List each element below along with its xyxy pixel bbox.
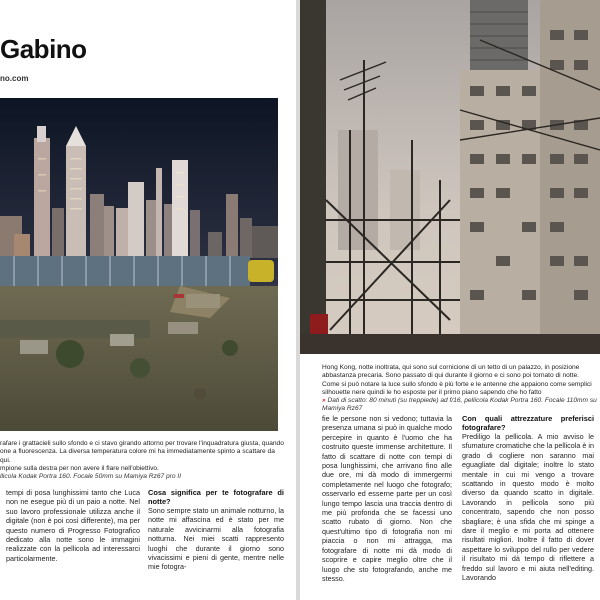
right-photo-caption [322,364,598,414]
right-body-column-2 [462,414,594,583]
left-body-text-1: tempi di posa lunghissimi tanto che Luca non ne esegue più di un paio a notte. Nel suo lavoro professionale utilizza anche il digitale (non è poi così differente), ma per questo numero di Progresso Fotografico dedicato alla notte sono le immagini realizzate con la pellicola ad interessarci particolarmente. [6,488,140,563]
caption-marker-icon: » [322,397,326,405]
left-body-text-2: Sono sempre stato un animale notturno, la notte mi affascina ed è stato per me naturale avvicinarmi alla fotografia notturna. Nei miei scatti rappresento luoghi che durante il giorno sono vivacissimi e pieni di gente, mentre nelle mie fotogra- [148,506,284,572]
question-heading-night: Cosa significa per te fotografare di notte? [148,488,284,506]
article-title: Gabino [0,34,87,64]
question-heading-equipment: Con quali attrezzature preferisci fotografare? [462,414,594,432]
dubai-skyline-photo [0,98,278,431]
right-caption-text: Hong Kong, notte inoltrata, qui sono sul cornicione di un tetto di un palazzo, in posizione abbastanza precaria. Sono passato di qui durante il giorno e ci sono poi tornato di notte. Come si può notare la luce sullo sfondo è più forte e le antenne che appaiono come semplici silhouette nere quindi le ho esposte per il primo piano sapendo che ho fatto [322,364,592,396]
right-body-text-1: fie le persone non si vedono; tuttavia la presenza umana si può in qualche modo percepire in quanto è l'uomo che ha costruito queste immense architetture. Il fatto di scattare di notte con tempi di posa lunghissimi, che arrivano fino alle due ore, mi dà modo di immergermi completamente nel luogo che fotografo; osservarlo ed esserne parte per un così lungo tempo lascia una traccia dentro di me più profonda che se facessi uno scatto rubato di giorno. Non che quest'ultimo tipo di fotografia non mi piaccia o non mi attragga, ma fotografare di notte mi dà modo di scoprire e capire meglio oltre che il luogo che sto fotografando, anche me stesso. [322,414,452,583]
author-website: no.com [0,74,29,83]
left-photo-caption [0,440,286,481]
left-body-column-1 [6,488,140,563]
left-page [0,0,296,600]
right-body-text-2: Prediligo la pellicola. A mio avviso le sfumature cromatiche che la pellicola è in grado di cogliere non saranno mai eguagliate dal digitale; inoltre lo stato mentale in cui mi vengo a trovare scattando in questo modo è molto diverso da quando scatto in digitale. Lavorando in pellicola sono più concentrato, sapendo che non posso sbagliare; è una sfida che mi spinge a dare il meglio e mi porta ad ottenere risultati migliori. Inoltre il fatto di dover aspettare lo sviluppo del rullo per vedere il risultato mi dà tempo di riflettere a freddo sul lavoro e mi aiuta nell'editing. Lavorando [462,432,594,583]
hong-kong-rooftop-photo [300,0,600,354]
right-page [300,0,600,600]
left-caption-tech-data: llicola Kodak Portra 160. Focale 50mm su Mamiya Rz67 pro II [0,473,182,481]
left-body-column-2 [148,488,284,572]
left-caption-line-1: rafare i grattacieli sullo sfondo e ci stavo girando attorno per trovare l'inquadratura giusta, quando [0,440,284,447]
left-caption-line-2: one a fluorescenza. La diversa temperatura colore mi ha immediatamente spinto a scattare da qui. [0,448,275,464]
left-caption-line-3: mpione sulla destra per non avere il flare nell'obiettivo. [0,464,159,472]
right-caption-tech-data: Dati di scatto: 80 minuti (su treppiede) ad f/16, pellicola Kodak Portra 160. Focale 110mm su Mamiya Rz67 [322,397,597,413]
right-body-column-1 [322,414,452,583]
